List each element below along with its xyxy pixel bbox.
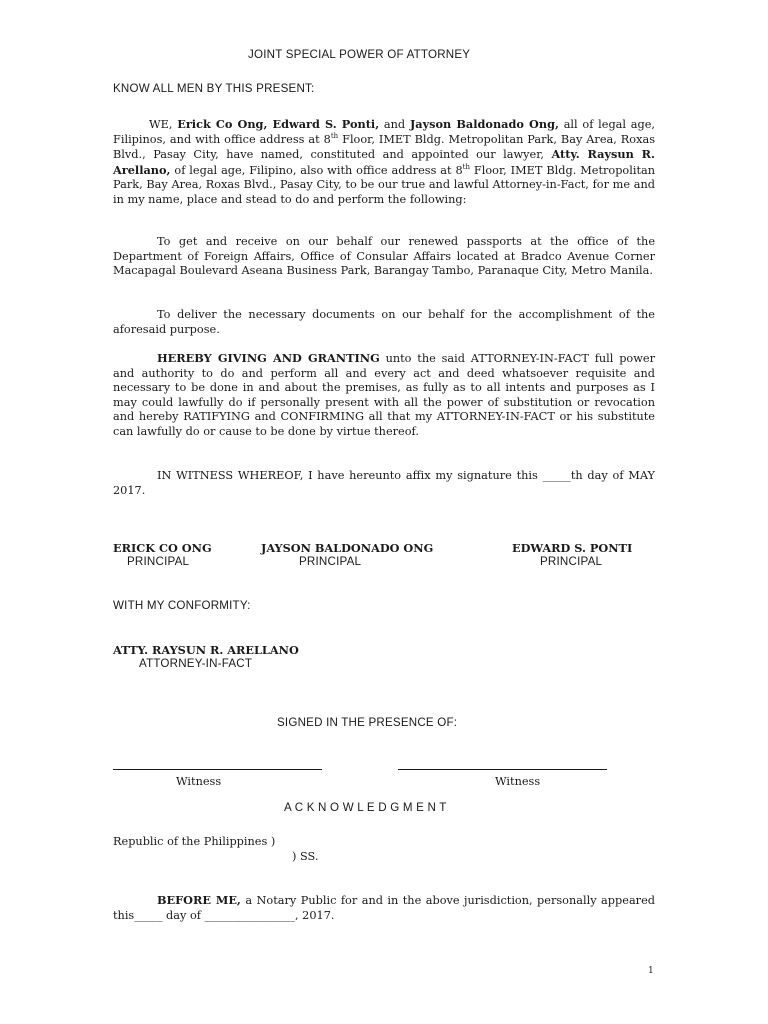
conformity-label: WITH MY CONFORMITY:	[113, 599, 251, 612]
witness-label: Witness	[495, 775, 541, 788]
paragraph-witness-whereof: IN WITNESS WHEREOF, I have hereunto affix my signature this _____th day of MAY 2017.	[113, 469, 655, 497]
signatory-role: PRINCIPAL	[299, 555, 362, 568]
before-me-rest: a Notary Public for and in the above jurisdiction, personally appeared this_____ day of ________________, 2017.	[113, 894, 655, 922]
signatory-role: PRINCIPAL	[540, 555, 603, 568]
paragraph-granting	[113, 351, 655, 440]
granting-rest: unto the said ATTORNEY-IN-FACT full power and authority to do and perform all and every act and deed whatsoever requisite and necessary to be done in and about the premises, as fully as to all intents and purposes as I may could lawfully do if personally present with all the power of substitution or revocation and hereby RATIFYING and CONFIRMING all that my ATTORNEY-IN-FACT or his substitute can lawfully do or cause to be done by virtue thereof.	[113, 352, 655, 438]
before-me-lead: BEFORE ME,	[157, 893, 241, 907]
witness-signature-line	[113, 769, 322, 770]
p1-part2: Floor, IMET Bldg. Metropolitan Park, Bay Area, Roxas Blvd., Pasay City, have named, constituted and appointed our lawyer,	[113, 132, 656, 162]
p1-part4: Floor, IMET Bldg. Metropolitan Park, Bay Area, Roxas Blvd., Pasay City, to be our true and lawful Attorney-in-Fact, for me and in my name, place and stead to do and perform the following:	[113, 163, 656, 206]
paragraph-passports: To get and receive on our behalf our renewed passports at the office of the Department of Foreign Affairs, Office of Consular Affairs located at Bradco Avenue Corner Macapagal Boulevard Aseana Business Park, Barangay Tambo, Paranaque City, Metro Manila.	[113, 235, 655, 278]
p1-part3: of legal age, Filipino, also with office address at 8	[174, 163, 463, 177]
acknowledgment-title: A C K N O W L E D G M E N T	[284, 801, 447, 814]
paragraph-before-me	[113, 893, 655, 923]
p1-sup1: th	[330, 131, 339, 140]
p1-sup2: th	[462, 163, 470, 172]
granting-lead: HEREBY GIVING AND GRANTING	[157, 351, 380, 365]
signatory-role: PRINCIPAL	[127, 555, 190, 568]
witness-signature-line	[398, 769, 607, 770]
witness-label: Witness	[176, 775, 222, 788]
presence-label: SIGNED IN THE PRESENCE OF:	[277, 716, 458, 729]
principal-names-2: Jayson Baldonado Ong,	[409, 117, 559, 131]
signatory-name: JAYSON BALDONADO ONG	[261, 541, 434, 555]
attorney-name-inline: Atty. Raysun R. Arellano,	[113, 147, 655, 177]
p1-we: WE,	[149, 118, 173, 131]
signatory-name: ERICK CO ONG	[113, 541, 212, 555]
venue-ss: ) SS.	[292, 850, 319, 863]
attorney-role: ATTORNEY-IN-FACT	[139, 657, 253, 670]
paragraph-appointment	[113, 117, 655, 208]
venue-republic: Republic of the Philippines )	[113, 835, 276, 848]
p1-and: and	[383, 118, 406, 131]
document-title: JOINT SPECIAL POWER OF ATTORNEY	[248, 48, 471, 61]
intro-line: KNOW ALL MEN BY THIS PRESENT:	[113, 82, 315, 95]
paragraph-documents: To deliver the necessary documents on our behalf for the accomplishment of the aforesaid purpose.	[113, 308, 655, 336]
p1-part1: all of legal age, Filipinos, and with office address at 8	[113, 118, 656, 146]
page-number: 1	[648, 966, 654, 976]
principal-names-1: Erick Co Ong, Edward S. Ponti,	[177, 117, 380, 131]
signatory-name: EDWARD S. PONTI	[512, 541, 633, 555]
attorney-name: ATTY. RAYSUN R. ARELLANO	[113, 643, 299, 657]
